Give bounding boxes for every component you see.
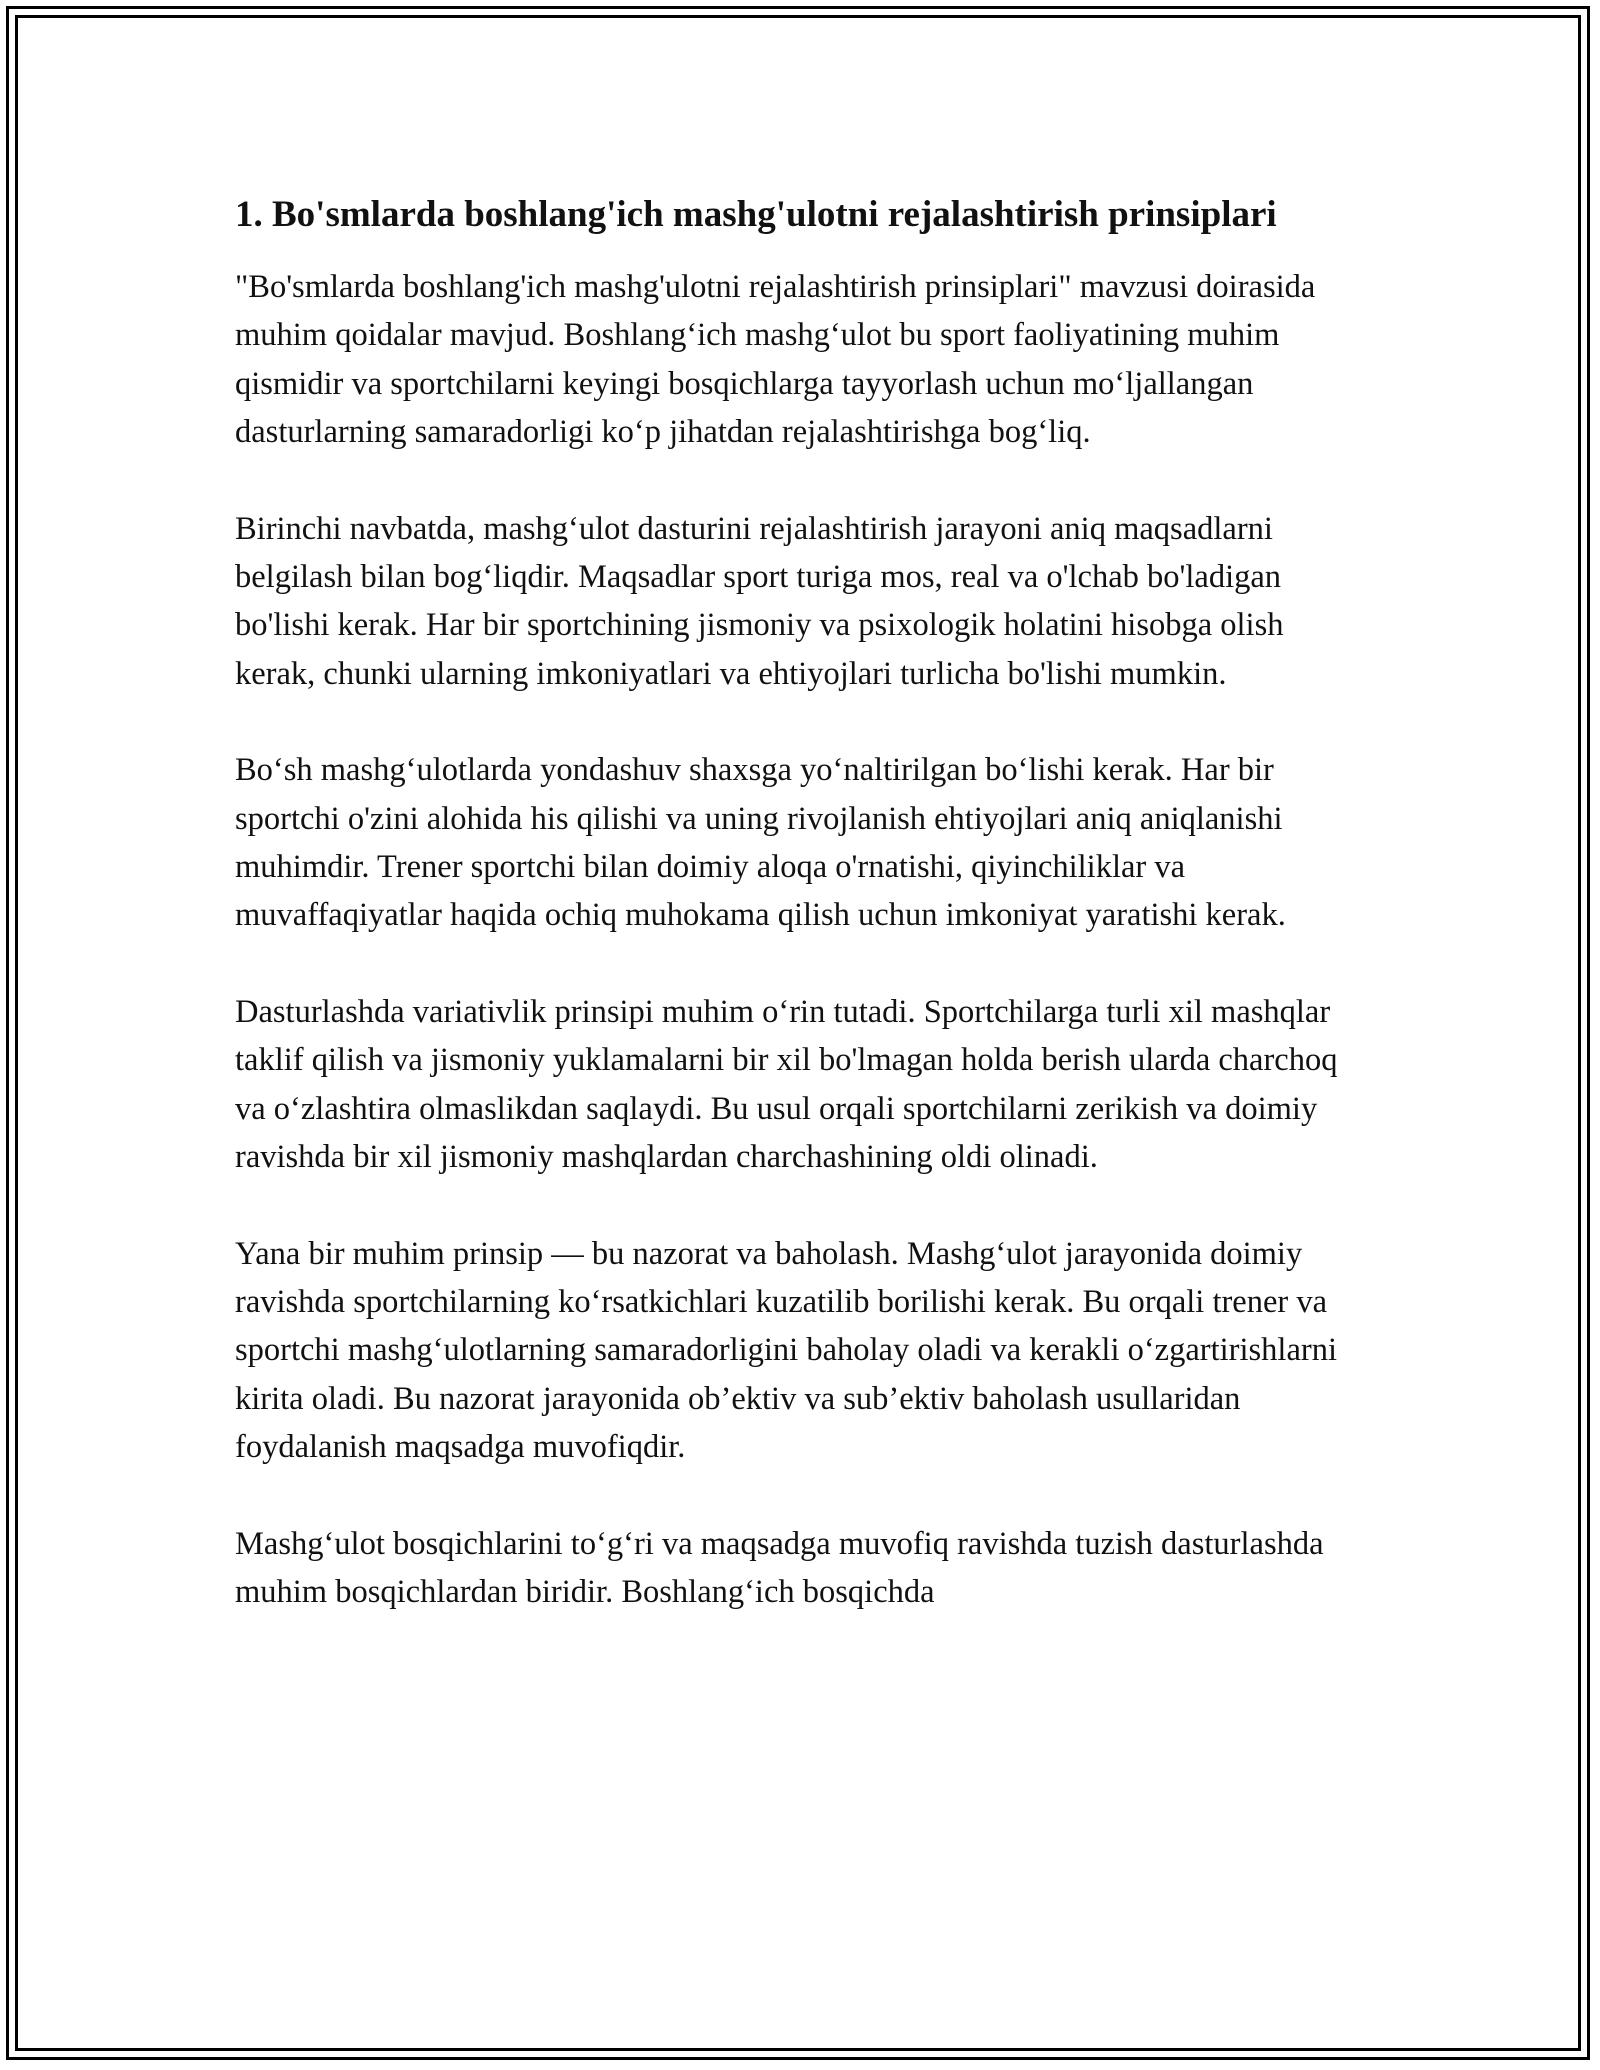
paragraph-intro: "Bo'smlarda boshlang'ich mashg'ulotni rejalashtirish prinsiplari" mavzusi doirasida muhim qoidalar mavjud. Boshlang‘ich mashg‘ulot bu sport faoliyatining muhim qismidir va sportchilarni keyingi bosqichlarga tayyorlash uchun mo‘ljallangan dasturlarning samaradorligi ko‘p jihatdan rejalashtirishga bog‘liq. bbox=[235, 269, 1316, 451]
paragraph-training-stages: Mashg‘ulot bosqichlarini to‘g‘ri va maqsadga muvofiq ravishda tuzish dasturlashda muhim bosqichlardan biridir. Boshlang‘ich bosqichda bbox=[235, 1525, 1324, 1610]
paragraph-goals: Birinchi navbatda, mashg‘ulot dasturini rejalashtirish jarayoni aniq maqsadlarni belgilash bilan bog‘liqdir. Maqsadlar sport turiga mos, real va o'lchab bo'ladigan bo'lishi kerak. Har bir sportchining jismoniy va psixologik holatini hisobga olish kerak, chunki ularning imkoniyatlari va ehtiyojlari turlicha bo'lishi mumkin. bbox=[235, 510, 1284, 692]
paragraph-control-evaluation: Yana bir muhim prinsip — bu nazorat va baholash. Mashg‘ulot jarayonida doimiy ravishda sportchilarning ko‘rsatkichlari kuzatilib borilishi kerak. Bu orqali trener va sportchi mashg‘ulotlarning samaradorligini baholay oladi va kerakli o‘zgartirishlarni kirita oladi. Bu nazorat jarayonida ob’ektiv va sub’ektiv baholash usullaridan foydalanish maqsadga muvofiqdir. bbox=[235, 1235, 1337, 1466]
document-body bbox=[235, 187, 1365, 1664]
paragraph-variability: Dasturlashda variativlik prinsipi muhim o‘rin tutadi. Sportchilarga turli xil mashqlar taklif qilish va jismoniy yuklamalarni bir xil bo'lmagan holda berish ularda charchoq va o‘zlashtira olmaslikdan saqlaydi. Bu usul orqali sportchilarni zerikish va doimiy ravishda bir xil jismoniy mashqlardan charchashining oldi olinadi. bbox=[235, 993, 1338, 1176]
section-heading: 1. Bo'smlarda boshlang'ich mashg'ulotni rejalashtirish prinsiplari bbox=[235, 194, 1277, 235]
paragraph-individual-approach: Bo‘sh mashg‘ulotlarda yondashuv shaxsga yo‘naltirilgan bo‘lishi kerak. Har bir sportchi o'zini alohida his qilishi va uning rivojlanish ehtiyojlari aniq aniqlanishi muhimdir. Trener sportchi bilan doimiy aloqa o'rnatishi, qiyinchiliklar va muvaffaqiyatlar haqida ochiq muhokama qilish uchun imkoniyat yaratishi kerak. bbox=[235, 752, 1286, 934]
